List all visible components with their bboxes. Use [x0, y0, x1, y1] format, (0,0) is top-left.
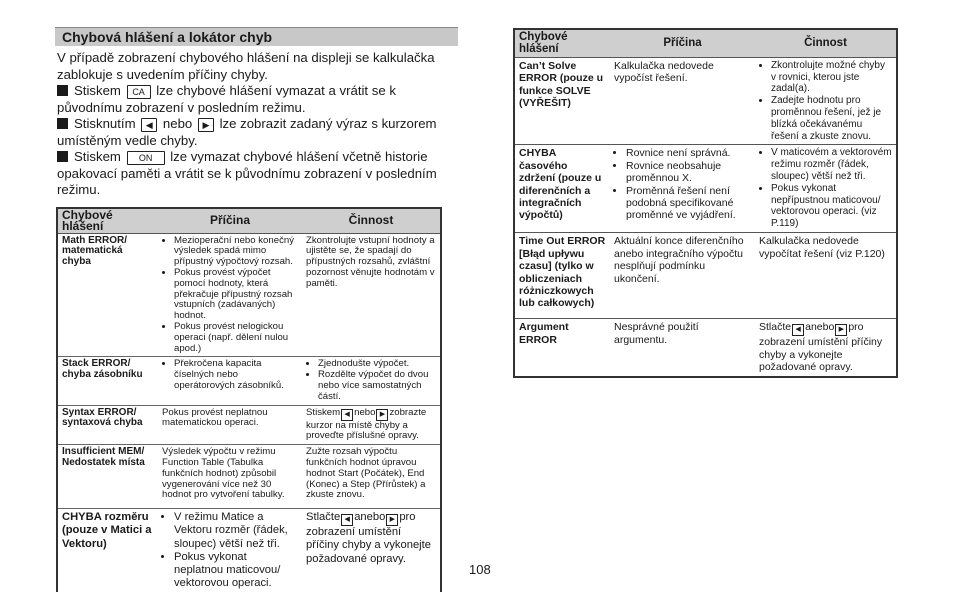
square-bullet-icon [57, 151, 68, 162]
error-action: Kalkulačka nedovede vypočítat řešení (viz P.120) [755, 233, 897, 319]
error-name: Insufficient MEM/ Nedostatek místa [57, 445, 158, 509]
column-header: Příčina [158, 208, 302, 233]
error-name: Stack ERROR/ chyba zásobníku [57, 357, 158, 405]
error-action [755, 319, 897, 377]
table-row [57, 445, 441, 509]
left-arrow-key-icon: ◀ [341, 514, 353, 526]
left-arrow-key-icon: ◀ [341, 409, 353, 421]
table-row [57, 357, 441, 405]
column-header: Chybové hlášení [514, 29, 610, 57]
intro-line: V případě zobrazení chybového hlášení na displeji se kalkulačka zablokuje s uvedením příčiny chyby. [57, 50, 435, 82]
action-text: zobrazte kurzor na místě chyby a proveďte příslušné opravy. [306, 406, 427, 442]
column-header: Příčina [610, 29, 755, 57]
error-cause [158, 357, 302, 405]
cause-item: • Mezioperační nebo konečný výsledek spadá mimo přípustný výpočtový rozsah. [174, 236, 298, 268]
action-text: anebo [805, 321, 835, 334]
error-cause [158, 509, 302, 593]
action-text: Stlačte [306, 511, 341, 524]
action-item: • Zkontrolujte možné chyby v rovnici, kterou jste zadal(a). [771, 60, 892, 95]
error-name: Can’t Solve ERROR (pouze u funkce SOLVE (VYŘEŠIT) [519, 59, 603, 110]
intro-bullet-ca [57, 83, 462, 116]
action-text: Stiskem [306, 406, 341, 418]
error-table-left [56, 207, 442, 592]
action-item: • Rozdělte výpočet do dvou nebo více samostatných částí. [318, 370, 436, 402]
error-name: Syntax ERROR/ syntaxová chyba [57, 405, 158, 445]
table-row [57, 509, 441, 593]
error-action [302, 405, 441, 445]
bullet-text: lze zobrazit zadaný výraz s kurzorem umístěným vedle chyby. [57, 116, 437, 148]
table-row [57, 233, 441, 357]
right-arrow-key-icon: ▶ [376, 409, 388, 421]
error-name: Argument ERROR [514, 319, 610, 377]
column-header: Činnost [302, 208, 441, 233]
error-cause: Nesprávné použití argumentu. [610, 319, 755, 377]
section-title: Chybová hlášení a lokátor chyb [62, 29, 273, 45]
left-arrow-key-icon: ◀ [141, 118, 157, 132]
cause-item: • Rovnice není správná. [626, 147, 751, 159]
error-cause: Výsledek výpočtu v režimu Function Table (Tabulka funkčních hodnot) způsobil vygenerování více než 30 hodnot pro vytvoření tabulky. [158, 445, 302, 509]
intro-bullet-on [57, 149, 462, 199]
error-action [755, 57, 897, 145]
error-name: CHYBA časového zdržení (pouze u diferenčních a integračních výpočtů) [514, 145, 610, 233]
error-cause: Kalkulačka nedovede vypočíst řešení. [614, 59, 714, 85]
action-text: Stlačte [759, 321, 792, 334]
page-number: 108 [469, 562, 491, 577]
error-action: Zkontrolujte vstupní hodnoty a ujistěte se, že spadají do přípustných rozsahů, zvláštní pozornost věnujte hodnotám v paměti. [302, 233, 441, 357]
table-row [57, 405, 441, 445]
error-name: CHYBA rozměru (pouze v Matici a Vektoru) [62, 511, 152, 550]
error-cause: Pokus provést neplatnou matematickou operaci. [158, 405, 302, 445]
right-arrow-key-icon: ▶ [198, 118, 214, 132]
action-text: pro zobrazení umístění příčiny chyby a vykonejte požadované opravy. [306, 511, 431, 565]
cause-item: • Pokus provést výpočet pomocí hodnoty, která překračuje přípustný rozsah vstupních (zadávaných) hodnot. [174, 268, 298, 322]
error-cause: Aktuální konce diferenčního anebo integračního výpočtu nesplňují podmínku ukončení. [610, 233, 755, 319]
action-item: • Pokus vykonat nepřípustnou maticovou/ vektorovou operaci. (viz P.119) [771, 183, 892, 230]
cause-item: • Překročena kapacita číselných nebo operátorových zásobníků. [174, 359, 298, 391]
intro-text [57, 50, 462, 199]
action-item: • Zjednodušte výpočet. [318, 359, 436, 370]
bullet-text: lze chybové hlášení vymazat a vrátit se k původnímu zobrazení v posledním režimu. [57, 83, 396, 115]
error-name: Time Out ERROR [Błąd upływu czasu] (tylko w obliczeniach różniczkowych lub całkowych) [514, 233, 610, 319]
bullet-text: lze vymazat chybové hlášení včetně historie opakovací paměti a vrátit se k původnímu zobrazení v posledním režimu. [57, 149, 437, 197]
table-header-row [57, 208, 441, 233]
right-arrow-key-icon: ▶ [386, 514, 398, 526]
bullet-text: nebo [162, 116, 193, 131]
cause-item: • Pokus vykonat neplatnou maticovou/ vektorovou operaci. [174, 551, 298, 591]
table-header-row [514, 29, 897, 57]
table-row [514, 57, 897, 145]
right-arrow-key-icon: ▶ [835, 324, 847, 336]
cause-item: • Proměnná řešení není podobná specifikované proměnné ve vyjádření. [626, 185, 751, 222]
square-bullet-icon [57, 85, 68, 96]
error-name: Math ERROR/ matematická chyba [57, 233, 158, 357]
error-cause [610, 145, 755, 233]
on-key-icon: ON [127, 151, 165, 165]
column-header: Činnost [755, 29, 897, 57]
table-row [514, 233, 897, 319]
error-table-right [513, 28, 898, 378]
cause-item: • Rovnice neobsahuje proměnnou X. [626, 160, 751, 185]
action-text: pro zobrazení umístění příčiny chyby a vykonejte požadované opravy. [759, 321, 883, 374]
error-action: Zužte rozsah výpočtu funkčních hodnot úpravou hodnot Start (Počátek), End (Konec) a Step (Přírůstek) a zkuste znovu. [302, 445, 441, 509]
action-text: anebo [354, 511, 386, 524]
column-header: Chybové hlášení [57, 208, 158, 233]
error-action [755, 145, 897, 233]
cause-item: • V režimu Matice a Vektoru rozměr (řádek, sloupec) větší než tři. [174, 511, 298, 551]
intro-bullet-arrows [57, 116, 462, 149]
left-arrow-key-icon: ◀ [792, 324, 804, 336]
ca-key-icon: CA [127, 85, 151, 99]
bullet-text: Stisknutím [74, 116, 136, 131]
action-item: • Zadejte hodnotu pro proměnnou řešení, jež je blízká očekávanému řešení a zkuste znovu. [771, 95, 892, 142]
bullet-text: Stiskem [74, 83, 121, 98]
section-title-bar [55, 27, 458, 46]
bullet-text: Stiskem [74, 149, 121, 164]
error-action [302, 509, 441, 593]
cause-item: • Pokus provést nelogickou operaci (např. dělení nulou apod.) [174, 322, 298, 354]
action-item: • V maticovém a vektorovém režimu rozměr (řádek, sloupec) větší než tři. [771, 147, 892, 182]
table-row [514, 145, 897, 233]
table-row [514, 319, 897, 377]
action-text: nebo [354, 406, 376, 418]
error-action [302, 357, 441, 405]
error-cause [158, 233, 302, 357]
square-bullet-icon [57, 118, 68, 129]
